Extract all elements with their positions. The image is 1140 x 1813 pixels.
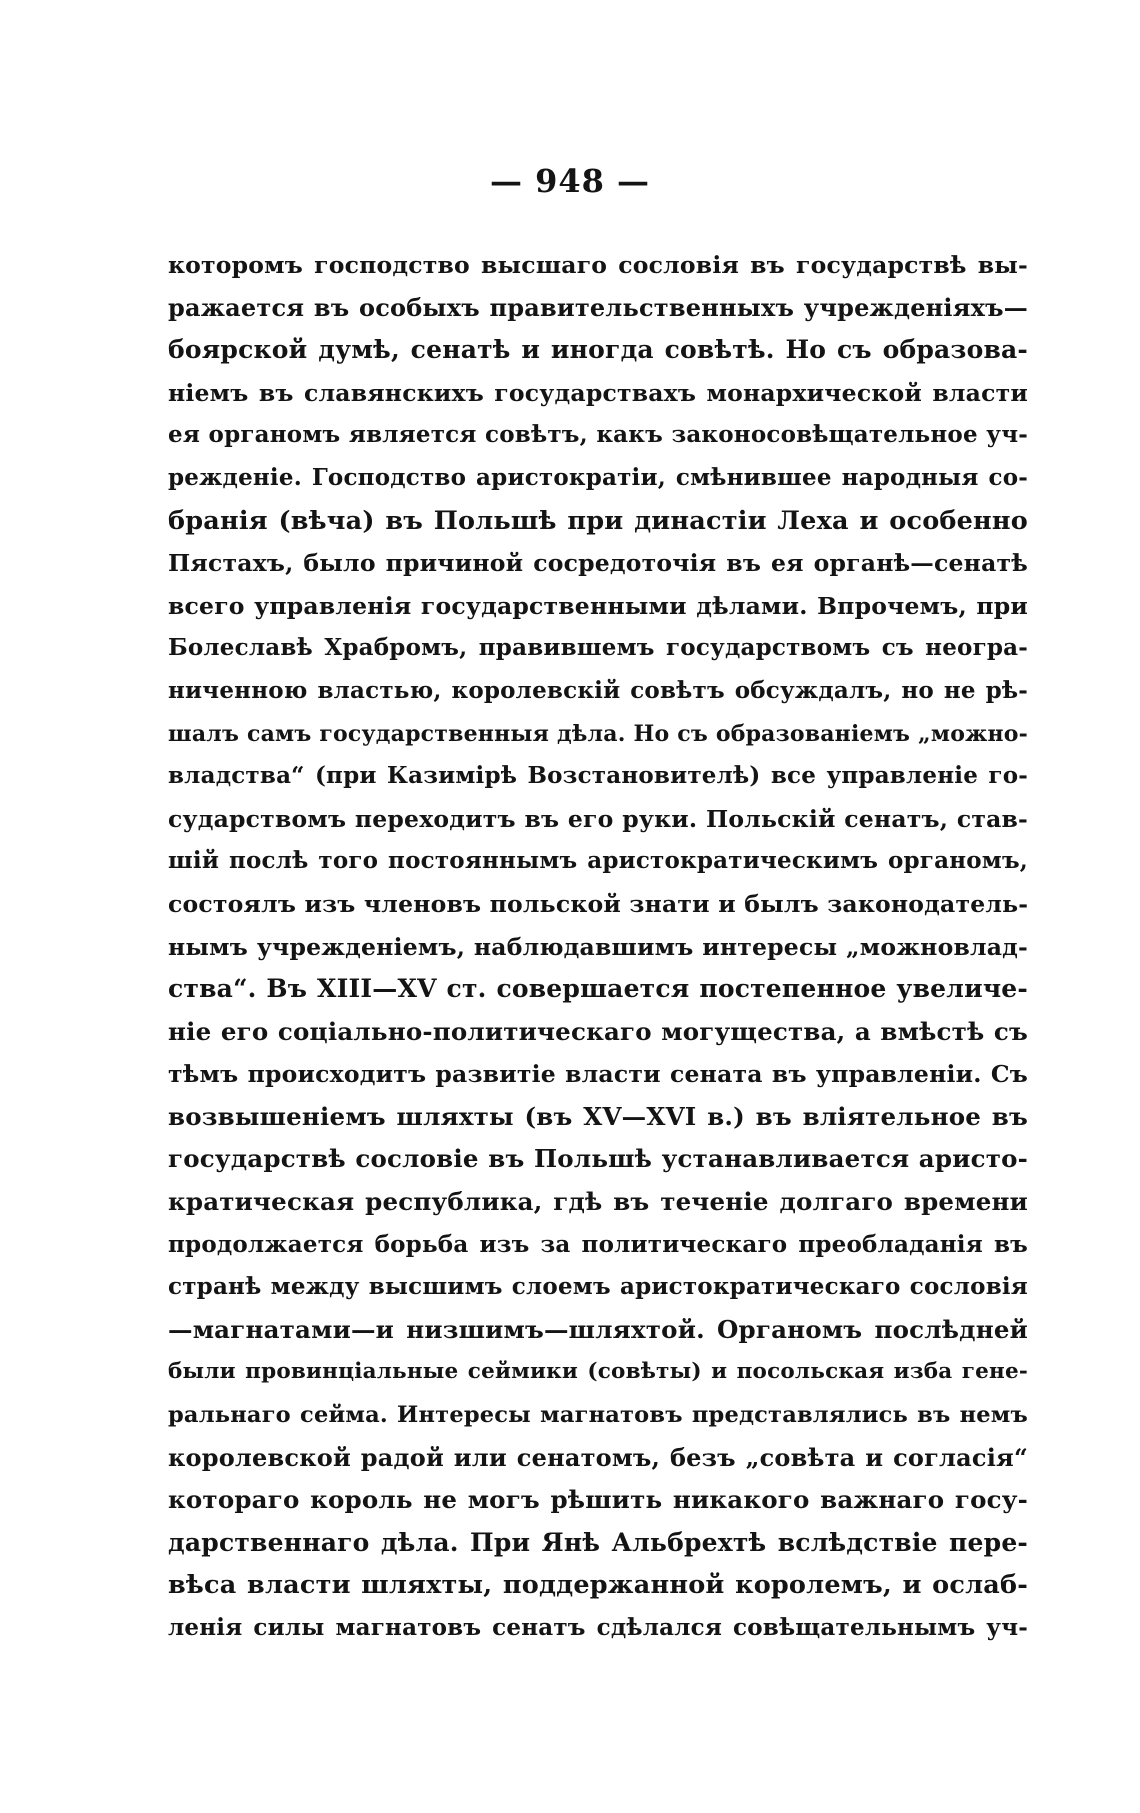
text-line-21: возвышеніемъ шляхты (въ XV—XVI в.) въ вліятельное въ: [168, 1101, 1028, 1131]
text-line-11: ниченною властью, королевскій совѣтъ обсуждалъ, но не рѣ-: [168, 676, 1028, 704]
text-line-19: ніе его соціально-политическаго могущества, а вмѣстѣ съ: [168, 1016, 1028, 1046]
text-line-33: ленія силы магнатовъ сенатъ сдѣлался совѣщательнымъ уч-: [168, 1614, 1028, 1641]
text-line-4: ніемъ въ славянскихъ государствахъ монархической власти: [168, 378, 1028, 407]
text-line-32: вѣса власти шляхты, поддержанной королемъ, и ослаб-: [168, 1570, 1028, 1601]
text-line-7: бранія (вѣча) въ Польшѣ при династіи Леха и особенно: [168, 505, 1028, 536]
text-line-17: нымъ учрежденіемъ, наблюдавшимъ интересы „можновлад-: [168, 932, 1028, 961]
body-text: [168, 244, 1028, 1650]
text-line-1: которомъ господство высшаго сословія въ государствѣ вы-: [168, 251, 1028, 279]
text-line-8: Пястахъ, было причиной сосредоточія въ ея органѣ—сенатѣ: [168, 549, 1028, 578]
text-line-9: всего управленія государственными дѣлами. Впрочемъ, при: [168, 591, 1028, 620]
text-line-2: ражается въ особыхъ правительственныхъ учрежденіяхъ—: [168, 292, 1028, 322]
text-line-5: ея органомъ является совѣтъ, какъ законосовѣщательное уч-: [168, 421, 1028, 449]
text-line-23: кратическая республика, гдѣ въ теченіе долгаго времени: [168, 1187, 1028, 1217]
text-line-10: Болеславѣ Храбромъ, правившемъ государствомъ съ неогра-: [168, 634, 1028, 662]
text-line-26: —магнатами—и низшимъ—шляхтой. Органомъ послѣдней: [168, 1314, 1028, 1344]
text-line-3: боярской думѣ, сенатѣ и иногда совѣтѣ. Но съ образова-: [168, 335, 1028, 365]
text-line-14: сударствомъ переходитъ въ его руки. Польскій сенатъ, став-: [168, 804, 1028, 833]
text-line-28: ральнаго сейма. Интересы магнатовъ представлялись въ немъ: [168, 1402, 1028, 1429]
text-line-6: режденіе. Господство аристократіи, смѣнившее народныя со-: [168, 463, 1028, 491]
text-line-25: странѣ между высшимъ слоемъ аристократическаго сословія: [168, 1273, 1028, 1301]
text-line-22: государствѣ сословіе въ Польшѣ устанавливается аристо-: [168, 1144, 1028, 1174]
text-line-29: королевской радой или сенатомъ, безъ „совѣта и согласія“: [168, 1442, 1028, 1472]
text-line-16: состоялъ изъ членовъ польской знати и былъ законодатель-: [168, 889, 1029, 918]
page-number: — 948 —: [489, 162, 651, 200]
text-line-18: ства“. Въ XIII—XV ст. совершается постепенное увеличе-: [168, 974, 1028, 1004]
text-line-12: шалъ самъ государственныя дѣла. Но съ образованіемъ „можно-: [168, 720, 1028, 747]
text-line-24: продолжается борьба изъ за политическаго преобладанія въ: [168, 1230, 1028, 1258]
text-line-31: дарственнаго дѣла. При Янѣ Альбрехтѣ вслѣдствіе пере-: [168, 1527, 1028, 1557]
text-line-20: тѣмъ происходитъ развитіе власти сената въ управленіи. Съ: [168, 1060, 1028, 1089]
text-line-15: шій послѣ того постояннымъ аристократическимъ органомъ,: [168, 847, 1028, 875]
text-line-30: котораго король не могъ рѣшить никакого важнаго госу-: [168, 1485, 1028, 1515]
text-line-13: владства“ (при Казимірѣ Возстановителѣ) все управленіе го-: [168, 762, 1028, 790]
text-line-27: были провинціальные сеймики (совѣты) и посольская изба гене-: [168, 1359, 1028, 1385]
